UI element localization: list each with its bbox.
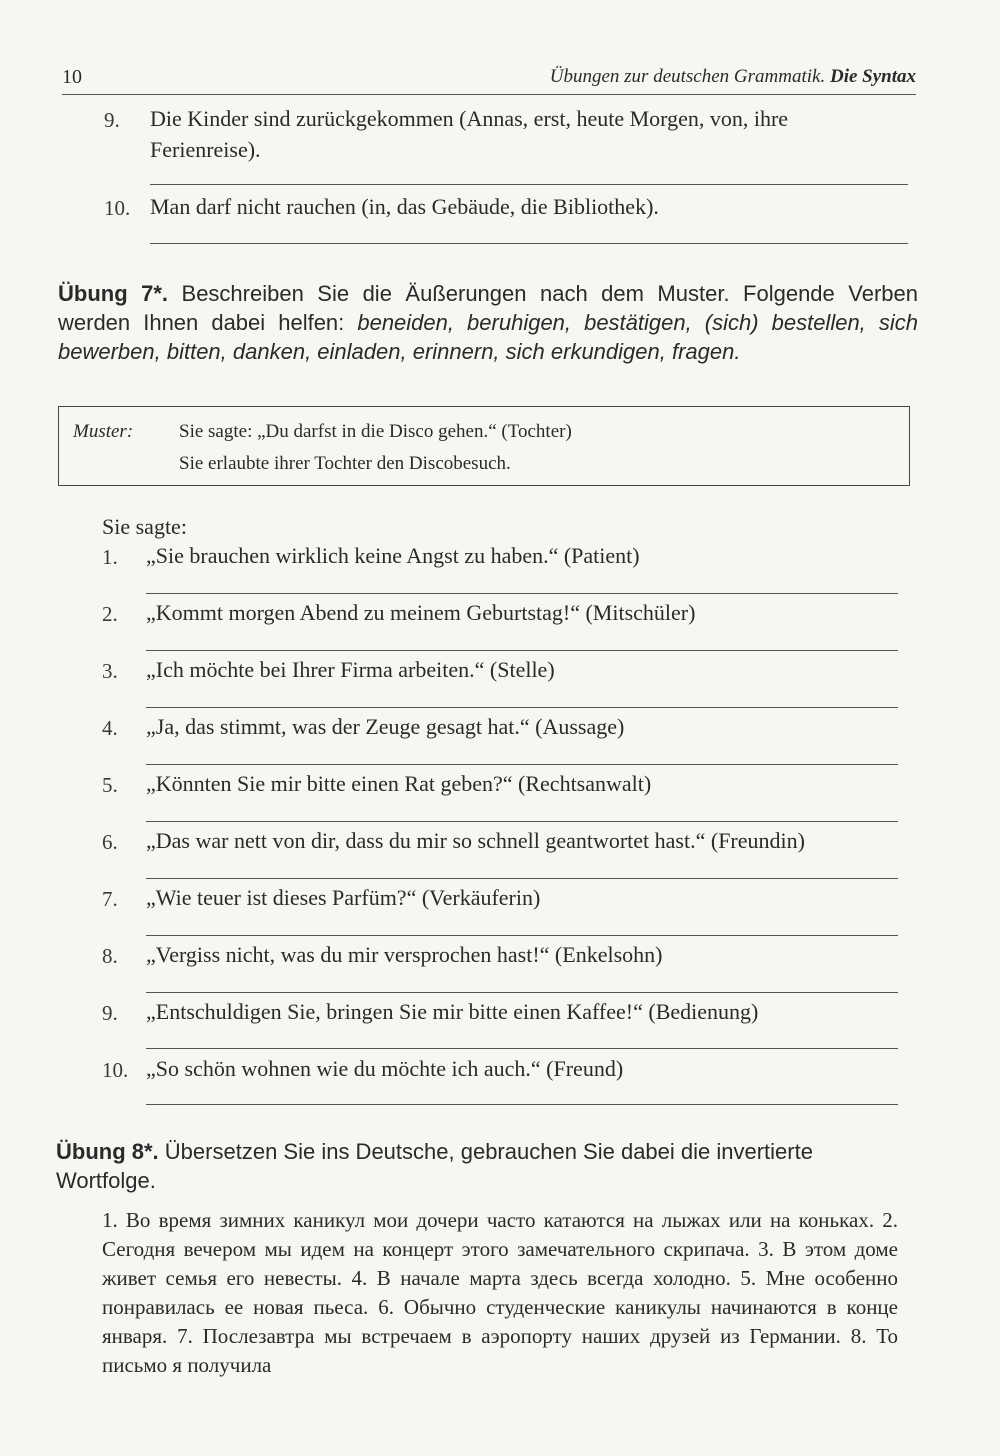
item-number: 8.: [102, 944, 118, 968]
intro-text: Sie sagte:: [102, 514, 187, 539]
item-number: 9.: [102, 1001, 118, 1025]
item-text: „Das war nett von dir, dass du mir so schnell geantwortet hast.“ (Freundin): [146, 828, 805, 853]
muster-example: Sie sagte: „Du darfst in die Disco gehen.“ (Tochter): [179, 421, 572, 442]
muster-box: [58, 406, 910, 486]
item-text: „Vergiss nicht, was du mir versprochen hast!“ (Enkelsohn): [146, 942, 663, 967]
answer-line[interactable]: [146, 878, 898, 879]
item-number: 3.: [102, 659, 118, 683]
item-number: 10.: [102, 1058, 129, 1082]
answer-line[interactable]: [146, 1104, 898, 1105]
answer-line[interactable]: [146, 593, 898, 594]
item-number: 2.: [102, 602, 118, 626]
item-text: „Sie brauchen wirklich keine Angst zu haben.“ (Patient): [146, 543, 640, 568]
prev-item-text: Man darf nicht rauchen (in, das Gebäude, die Bibliothek).: [150, 194, 659, 219]
exercise-8-title: Übung 8*.: [56, 1139, 159, 1164]
item-text: „Ja, das stimmt, was der Zeuge gesagt hat.“ (Aussage): [146, 714, 625, 739]
book-title: Übungen zur deutschen Grammatik.: [549, 66, 826, 87]
item-number: 1.: [102, 545, 118, 569]
exercise-7-heading: [58, 279, 918, 366]
item-text: „Wie teuer ist dieses Parfüm?“ (Verkäuferin): [146, 885, 541, 910]
prev-item-number: 10.: [104, 196, 131, 220]
translation-text: 1. Во время зимних каникул мои дочери часто катаются на лыжах или на коньках. 2. Сегодня вечером мы идем на концерт этого замечательного скрипача. 3. В этом доме живет семья его невесты. 4. В начале марта здесь всегда холодно. 5. Мне особенно понравилась ее новая пьеса. 6. Обычно студенческие каникулы начинаются в конце января. 7. Послезавтра мы встречаем в аэропорту наших друзей из Германии. 8. То письмо я получила: [102, 1208, 898, 1377]
muster-label: Muster:: [73, 421, 134, 442]
page-header: [62, 62, 916, 95]
answer-line[interactable]: [146, 935, 898, 936]
answer-line[interactable]: [146, 764, 898, 765]
exercise-8-heading: [56, 1137, 906, 1195]
prev-item-text: Die Kinder sind zurückgekommen (Annas, erst, heute Morgen, von, ihre: [150, 106, 789, 131]
item-text: „Ich möchte bei Ihrer Firma arbeiten.“ (Stelle): [146, 657, 555, 682]
muster-answer: Sie erlaubte ihrer Tochter den Discobesuch.: [179, 453, 511, 474]
item-number: 7.: [102, 887, 118, 911]
running-title: [550, 66, 916, 88]
item-text: „So schön wohnen wie du möchte ich auch.“ (Freund): [146, 1056, 624, 1081]
page-number: 10: [62, 66, 82, 88]
item-text: „Könnten Sie mir bitte einen Rat geben?“ (Rechtsanwalt): [146, 771, 652, 796]
answer-line[interactable]: [146, 707, 898, 708]
exercise-7-title: Übung 7*.: [58, 281, 169, 306]
answer-line[interactable]: [146, 650, 898, 651]
item-text: „Kommt morgen Abend zu meinem Geburtstag!“ (Mitschüler): [146, 600, 696, 625]
prev-item-number: 9.: [104, 108, 120, 132]
answer-line[interactable]: [146, 821, 898, 822]
answer-line[interactable]: [150, 184, 908, 185]
chapter-title: Die Syntax: [829, 66, 916, 87]
prev-item-text-cont: Ferienreise).: [150, 137, 261, 162]
item-text: „Entschuldigen Sie, bringen Sie mir bitte einen Kaffee!“ (Bedienung): [146, 999, 759, 1024]
exercise-7-instruction: Beschreiben Sie die Äußerungen nach dem Muster. Folgende Verben werden Ihnen dabei helfen:: [58, 281, 918, 335]
exercise-7-verbs: beneiden, beruhigen, bestätigen, (sich) bestellen, sich bewerben, bitten, danken, einladen, erinnern, sich erkundigen, fragen.: [58, 310, 918, 364]
answer-line[interactable]: [146, 1048, 898, 1049]
item-number: 6.: [102, 830, 118, 854]
exercise-8-instruction: Übersetzen Sie ins Deutsche, gebrauchen Sie dabei die invertierte Wortfolge.: [56, 1139, 813, 1193]
answer-line[interactable]: [150, 243, 908, 244]
item-number: 5.: [102, 773, 118, 797]
answer-line[interactable]: [146, 992, 898, 993]
item-number: 4.: [102, 716, 118, 740]
